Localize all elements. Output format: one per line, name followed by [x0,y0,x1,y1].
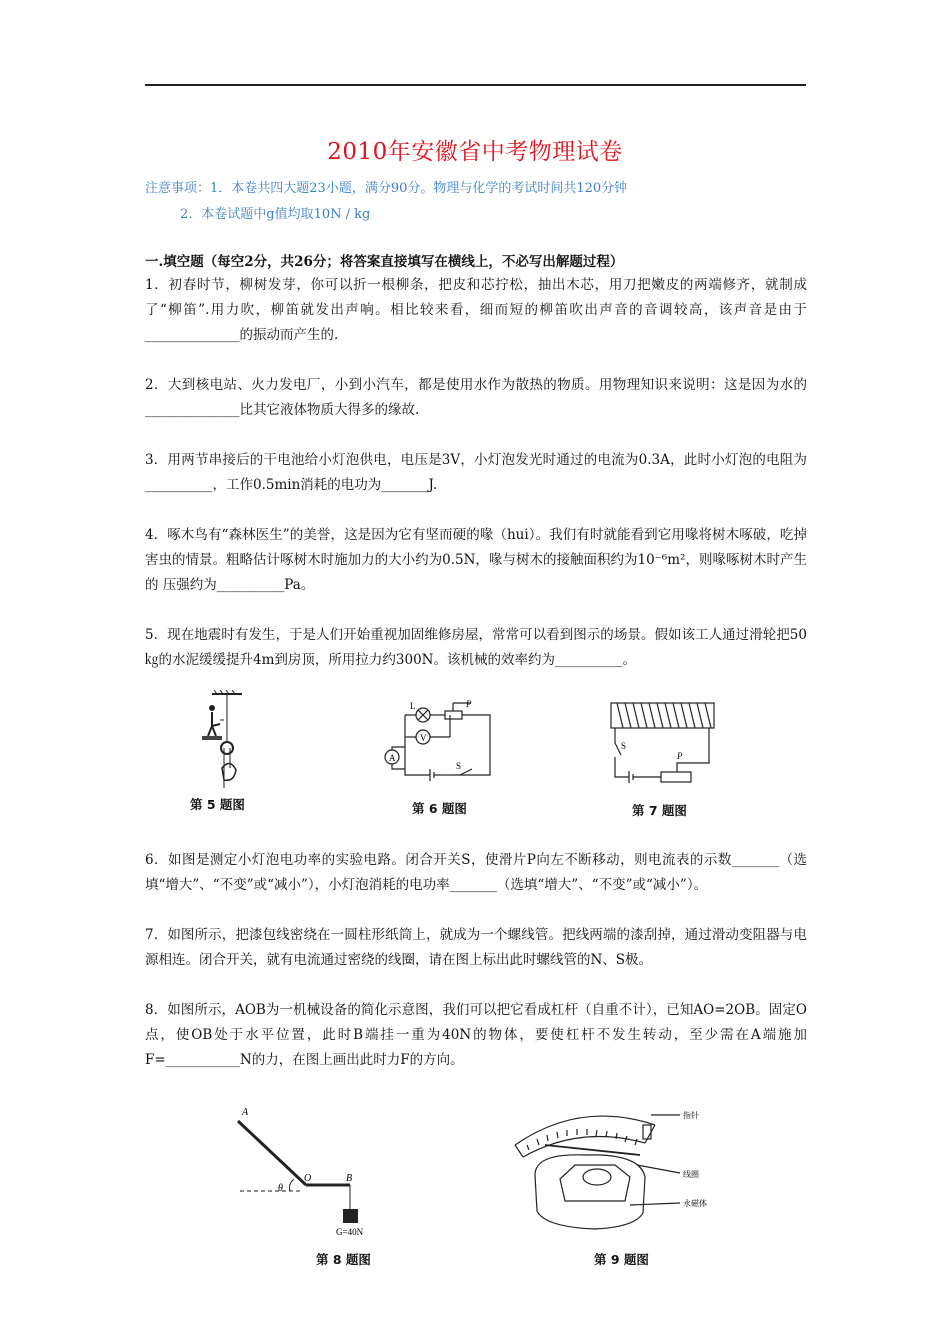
figure-8-label-B: B [346,1173,353,1184]
figure-9-label-magnet: 永磁体 [683,1199,707,1208]
question-8: 8．如图所示，AOB为一机械设备的简化示意图，我们可以把它看成杠杆（自重不计），已知AO=2OB。固定O点，使OB处于水平位置，此时B端挂一重为40N的物体，要使杠杆不发生转动，至少需在A端施加F=___________N的力，在图上画出此时力F的方向。 [145,1002,807,1068]
figure-8-label-A: A [242,1107,249,1118]
header-rule [145,84,806,86]
question-2: 2．大到核电站、火力发电厂，小到小汽车，都是使用水作为散热的物质。用物理知识来说明：这是因为水的______________比其它液体物质大得多的缘故. [145,377,807,418]
figure-6-circuit [380,697,500,782]
figure-8-label-theta: θ [278,1183,283,1194]
question-3: 3．用两节串接后的干电池给小灯泡供电，电压是3V，小灯泡发光时通过的电流为0.3A，此时小灯泡的电阻为__________，工作0.5min消耗的电功为_______J. [145,452,807,493]
figure-8-lever [230,1105,380,1235]
figure-8-label-G: G=40N [336,1227,364,1235]
figure-9-galvanometer [505,1105,715,1240]
page-title: 2010年安徽省中考物理试卷 [327,139,623,165]
section-heading: 一.填空题（每空2分，共26分；将答案直接填写在横线上，不必写出解题过程） [145,254,624,270]
question-6: 6．如图是测定小灯泡电功率的实验电路。闭合开关S，使滑片P向左不断移动，则电流表的示数_______（选填“增大”、“不变”或“减小”），小灯泡消耗的电功率_______（选填“增大”、“不变”或“减小”）。 [145,852,807,893]
figure-6-label-A: A [389,753,396,763]
question-7: 7．如图所示，把漆包线密绕在一圆柱形纸筒上，就成为一个螺线管。把线两端的漆刮掉，通过滑动变阻器与电源相连。闭合开关，就有电流通过密绕的线圈，请在图上标出此时螺线管的N、S极。 [145,927,807,968]
figure-6-caption: 第 6 题图 [412,801,467,816]
figure-8-caption: 第 8 题图 [316,1252,371,1267]
notice-line-2: 2．本卷试题中g值均取10N / kg [180,207,371,222]
question-4: 4．啄木鸟有“森林医生”的美誉，这是因为它有坚而硬的喙（hui）。我们有时就能看到它用喙将树木啄破，吃掉害虫的情景。粗略估计啄树木时施加力的大小约为0.5N，喙与树木的接触面积约为10⁻⁶m²，则喙啄树木时产生的 压强约为__________Pa。 [145,527,807,593]
figure-6-label-S: S [456,761,462,771]
figure-7-label-S: S [621,741,627,751]
figure-8-label-O: O [304,1173,312,1184]
figure-6-label-P: P [466,699,472,709]
figure-9-label-coil: 线圈 [683,1170,699,1179]
figure-9-label-pointer: 指针 [683,1111,699,1120]
figure-7-solenoid [605,699,720,789]
question-5: 5．现在地震时有发生，于是人们开始重视加固维修房屋，常常可以看到图示的场景。假如该工人通过滑轮把50㎏的水泥缓缓提升4m到房顶，所用拉力约300N。该机械的效率约为__________。 [145,627,807,668]
figure-5-pulley-worker [190,690,250,790]
notice-line-1: 注意事项：1．本卷共四大题23小题，满分90分。物理与化学的考试时间共120分钟 [145,181,628,196]
figure-6-label-V: V [420,733,427,743]
figure-9-caption: 第 9 题图 [594,1252,649,1267]
figure-7-label-P: P [677,751,683,761]
question-1: 1．初春时节，柳树发芽，你可以折一根柳条，把皮和芯拧松，抽出木芯，用刀把嫩皮的两端修齐，就制成了“柳笛”.用力吹，柳笛就发出声响。相比较来看，细而短的柳笛吹出声音的音调较高，该声音是由于______________的振动而产生的. [145,277,807,343]
figure-6-label-L: L [410,701,416,711]
figure-7-caption: 第 7 题图 [632,803,687,818]
figure-5-caption: 第 5 题图 [190,797,245,812]
figure-8-weight [343,1209,358,1223]
